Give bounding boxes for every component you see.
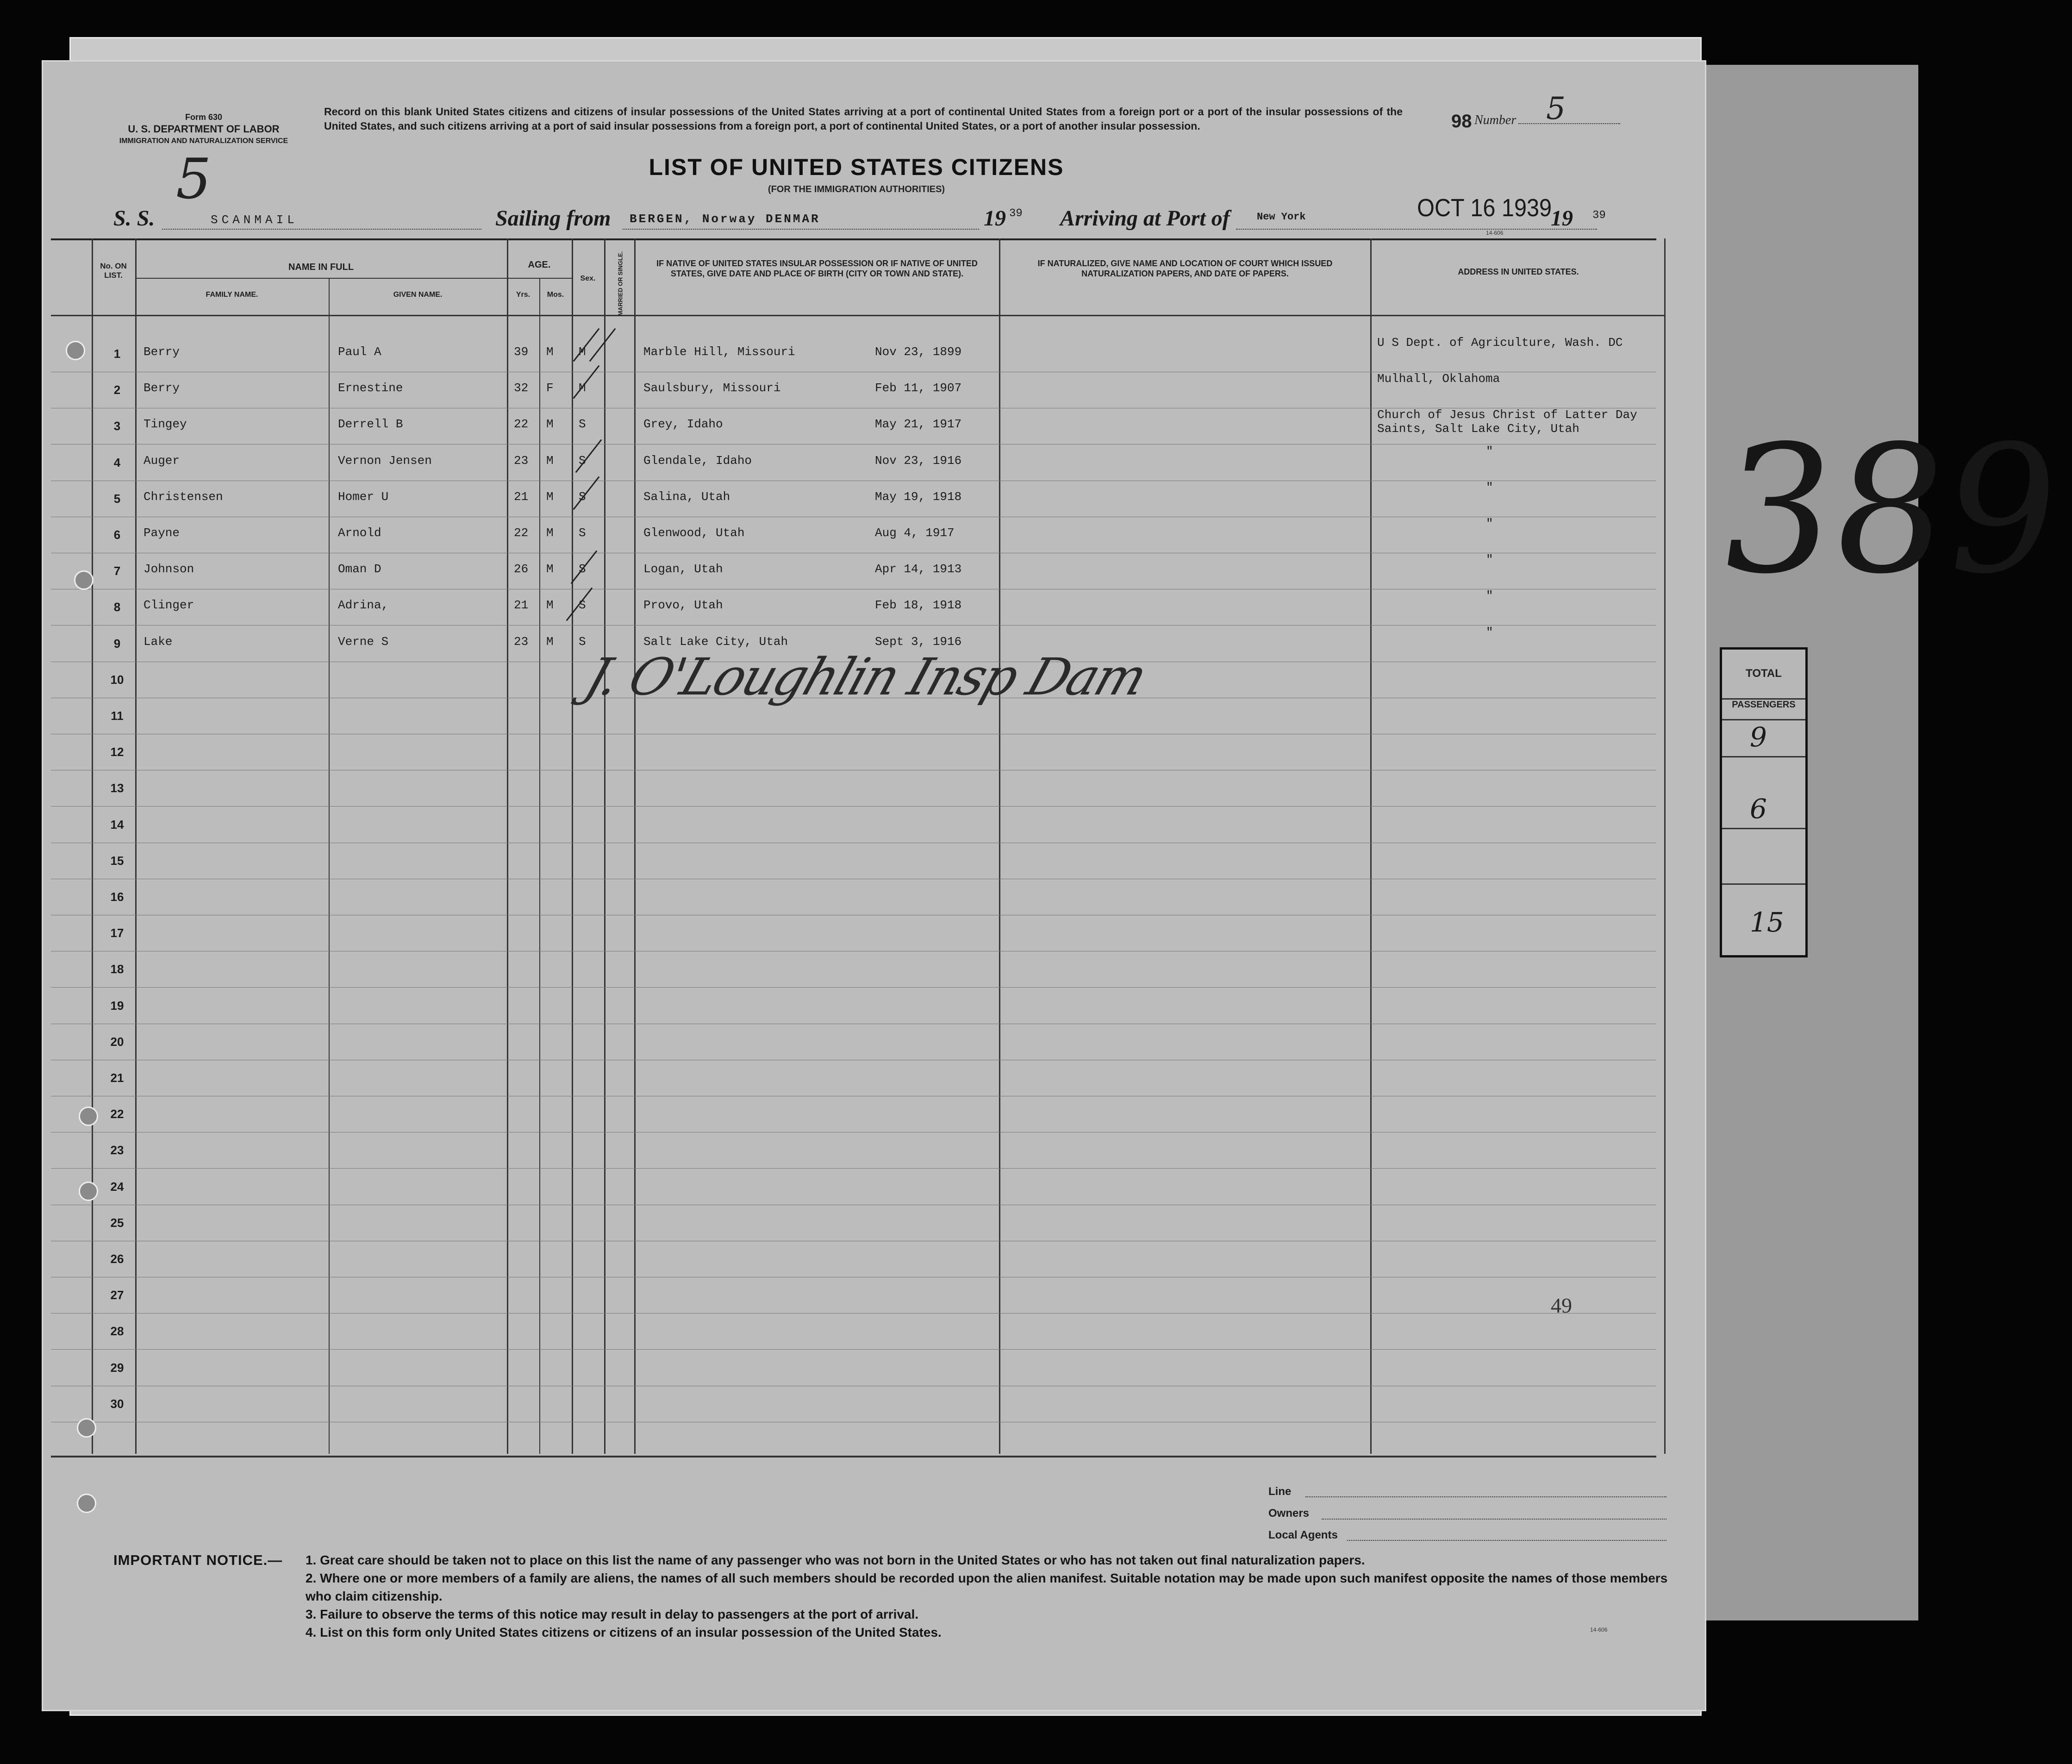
row-number: 6 xyxy=(113,528,121,542)
notice-item-3: 3. Failure to observe the terms of this notice may result in delay to passengers at the port of arrival. xyxy=(306,1607,919,1621)
inspector-signature: J. O'Loughlin Insp Dam xyxy=(578,647,1153,707)
birth-date: May 19, 1918 xyxy=(875,489,962,504)
arrival-year-label: 19 xyxy=(1551,206,1573,231)
number-line xyxy=(1518,123,1620,124)
us-address: " xyxy=(1486,589,1493,603)
family-name: Lake xyxy=(144,634,173,649)
binder-hole xyxy=(79,1107,98,1126)
col-family-name: FAMILY NAME. xyxy=(206,291,258,299)
empty-table-row xyxy=(51,915,1656,951)
age-years: 22 xyxy=(514,417,529,432)
row-number: 2 xyxy=(113,383,121,397)
service-name: IMMIGRATION AND NATURALIZATION SERVICE xyxy=(119,137,288,145)
us-address: U S Dept. of Agriculture, Wash. DC xyxy=(1377,336,1623,350)
printer-code: 14-606 xyxy=(1486,230,1504,236)
row-number: 5 xyxy=(113,491,121,506)
form-identifier xyxy=(88,111,319,147)
empty-table-row xyxy=(51,1313,1656,1350)
table-row xyxy=(51,589,1656,626)
us-address: " xyxy=(1486,625,1493,639)
empty-table-row xyxy=(51,1096,1656,1132)
row-number: 24 xyxy=(110,1179,124,1194)
age-years: 23 xyxy=(514,634,529,649)
birth-place: Salt Lake City, Utah xyxy=(643,634,788,649)
empty-table-row xyxy=(51,807,1656,843)
ss-label: S. S. xyxy=(113,206,155,231)
empty-table-row xyxy=(51,1386,1656,1422)
birth-place: Grey, Idaho xyxy=(643,417,723,432)
col-name-in-full: NAME IN FULL xyxy=(288,262,354,272)
row-number: 1 xyxy=(113,347,121,361)
age-months-mark: M xyxy=(546,417,554,432)
passenger-tally xyxy=(1720,647,1808,957)
empty-table-row xyxy=(51,1169,1656,1205)
family-name: Auger xyxy=(144,453,180,468)
notice-item-4: 4. List on this form only United States citizens or citizens of an insular possession of the United States. xyxy=(306,1625,942,1639)
col-given-name: GIVEN NAME. xyxy=(393,291,443,299)
row-number: 29 xyxy=(110,1360,124,1375)
page-number: 49 xyxy=(1551,1294,1572,1317)
marital-status: S xyxy=(579,598,586,613)
table-row xyxy=(51,517,1656,553)
back-page-mark: 389 xyxy=(1707,407,2072,613)
empty-table-row xyxy=(51,1277,1656,1314)
empty-table-row xyxy=(51,1205,1656,1241)
us-address: Church of Jesus Christ of Latter Day Saints, Salt Lake City, Utah xyxy=(1377,408,1637,436)
empty-table-row xyxy=(51,988,1656,1024)
empty-table-row xyxy=(51,1241,1656,1277)
age-years: 32 xyxy=(514,381,529,395)
col-no: No. ON LIST. xyxy=(100,262,127,280)
marital-status: M xyxy=(579,381,586,395)
binder-hole xyxy=(74,570,94,590)
row-number: 9 xyxy=(113,636,121,651)
birth-place: Marble Hill, Missouri xyxy=(643,345,795,359)
birth-place: Provo, Utah xyxy=(643,598,723,613)
birth-date: Sept 3, 1916 xyxy=(875,634,962,649)
given-name: Paul A xyxy=(338,345,381,359)
form-number: Form 630 xyxy=(185,113,223,122)
birth-place: Salina, Utah xyxy=(643,489,730,504)
row-number: 21 xyxy=(110,1071,124,1085)
binder-hole xyxy=(77,1418,96,1438)
table-row xyxy=(51,481,1656,517)
col-sex: Sex. xyxy=(580,275,596,282)
given-name: Verne S xyxy=(338,634,389,649)
binder-hole xyxy=(77,1494,96,1513)
row-number: 16 xyxy=(110,890,124,904)
handwritten-mark: 5 xyxy=(176,147,212,212)
age-months-mark: M xyxy=(546,562,554,576)
given-name: Homer U xyxy=(338,489,389,504)
row-number: 3 xyxy=(113,419,121,433)
marital-status: S xyxy=(579,489,586,504)
given-name: Ernestine xyxy=(338,381,403,395)
list-number: 5 xyxy=(1546,91,1566,126)
binder-hole xyxy=(66,341,85,360)
birth-date: May 21, 1917 xyxy=(875,417,962,432)
table-row xyxy=(51,336,1656,372)
row-number: 7 xyxy=(113,564,121,578)
notice-heading: IMPORTANT NOTICE.— xyxy=(113,1552,283,1568)
age-months-mark: M xyxy=(546,598,554,613)
col-mos: Mos. xyxy=(547,291,564,299)
row-number: 19 xyxy=(110,998,124,1013)
col-married-or-single: MARRIED OR SINGLE. xyxy=(617,251,624,316)
arriving-port: New York xyxy=(1257,211,1306,223)
tally-total: 15 xyxy=(1750,907,1784,938)
year-label: 19 xyxy=(984,206,1006,231)
arriving-label: Arriving at Port of xyxy=(1060,206,1230,231)
page-subtitle: (FOR THE IMMIGRATION AUTHORITIES) xyxy=(768,184,945,194)
number-label: Number xyxy=(1474,113,1517,127)
col-yrs: Yrs. xyxy=(516,291,530,299)
marital-status: S xyxy=(579,634,586,649)
marital-status: M xyxy=(579,345,586,359)
us-address: " xyxy=(1486,517,1493,531)
sailing-from-label: Sailing from xyxy=(495,206,611,231)
birth-date: Nov 23, 1899 xyxy=(875,345,962,359)
empty-table-row xyxy=(51,951,1656,988)
us-address: " xyxy=(1486,480,1493,494)
family-name: Tingey xyxy=(144,417,187,432)
row-number: 18 xyxy=(110,962,124,976)
family-name: Clinger xyxy=(144,598,194,613)
number-prefix: 98 xyxy=(1451,111,1472,131)
arrival-date-stamp: OCT 16 1939 xyxy=(1417,194,1552,222)
us-address: Mulhall, Oklahoma xyxy=(1377,372,1500,386)
binder-hole xyxy=(79,1182,98,1201)
birth-date: Nov 23, 1916 xyxy=(875,453,962,468)
age-years: 21 xyxy=(514,598,529,613)
age-years: 22 xyxy=(514,526,529,540)
age-years: 23 xyxy=(514,453,529,468)
notice-item-1: 1. Great care should be taken not to place on this list the name of any passenger who was not born in the United States or who has not taken out final naturalization papers. xyxy=(306,1553,1365,1567)
row-number: 28 xyxy=(110,1324,124,1339)
sailing-from-port: BERGEN, Norway DENMAR xyxy=(630,212,820,226)
family-name: Berry xyxy=(144,381,180,395)
col-address: ADDRESS IN UNITED STATES. xyxy=(1458,267,1579,276)
given-name: Derrell B xyxy=(338,417,403,432)
row-number: 11 xyxy=(111,709,124,723)
tally-header-top: TOTAL xyxy=(1746,667,1782,680)
us-address: " xyxy=(1486,553,1493,567)
row-number: 27 xyxy=(110,1288,124,1302)
us-address: " xyxy=(1486,444,1493,458)
family-name: Berry xyxy=(144,345,180,359)
empty-table-row xyxy=(51,1132,1656,1169)
birth-place: Logan, Utah xyxy=(643,562,723,576)
given-name: Vernon Jensen xyxy=(338,453,432,468)
tally-value-1: 9 xyxy=(1750,721,1767,753)
owners-label: Owners xyxy=(1268,1507,1310,1520)
notice-item-2: 2. Where one or more members of a family are aliens, the names of all such members should be recorded upon the alien manifest. Suitable notation may be made upon such manifest opposite the names of those members who claim citizenship. xyxy=(306,1571,1668,1603)
birth-date: Apr 14, 1913 xyxy=(875,562,962,576)
marital-status: S xyxy=(579,526,586,540)
empty-table-row xyxy=(51,1350,1656,1386)
line-label: Line xyxy=(1268,1485,1292,1498)
age-months-mark: M xyxy=(546,634,554,649)
sailing-year: 39 xyxy=(1009,207,1023,220)
form-instructions: Record on this blank United States citizens and citizens of insular possessions of the United States arriving at a port of continental United States from a foreign port or a port of the insular possessions of the United States, and such citizens arriving at a port of said insular possessions from a foreign port, a port of continental United States, or a port of another insular possession. xyxy=(324,106,1403,132)
age-months-mark: F xyxy=(546,381,554,395)
page-title: LIST OF UNITED STATES CITIZENS xyxy=(649,154,1064,180)
given-name: Arnold xyxy=(338,526,381,540)
age-months-mark: M xyxy=(546,345,554,359)
col-naturalization: IF NATURALIZED, GIVE NAME AND LOCATION OF COURT WHICH ISSUED NATURALIZATION PAPERS, AND DATE OF PAPERS. xyxy=(1037,259,1333,278)
age-years: 26 xyxy=(514,562,529,576)
empty-table-row xyxy=(51,1060,1656,1096)
form-code: 14-606 xyxy=(1590,1626,1608,1633)
table-row xyxy=(51,408,1656,444)
local-agents-label: Local Agents xyxy=(1268,1529,1338,1541)
marital-status: S xyxy=(579,417,586,432)
family-name: Payne xyxy=(144,526,180,540)
given-name: Adrina, xyxy=(338,598,389,613)
department-name: U. S. DEPARTMENT OF LABOR xyxy=(128,123,280,135)
table-row xyxy=(51,444,1656,481)
empty-table-row xyxy=(51,879,1656,915)
empty-table-row xyxy=(51,843,1656,879)
row-number: 23 xyxy=(110,1143,124,1157)
row-number: 15 xyxy=(110,853,124,868)
birth-date: Aug 4, 1917 xyxy=(875,526,955,540)
row-number: 26 xyxy=(110,1252,124,1266)
tally-value-2: 6 xyxy=(1750,793,1767,825)
marital-status: S xyxy=(579,453,586,468)
row-number: 22 xyxy=(110,1107,124,1121)
age-years: 39 xyxy=(514,345,529,359)
row-number: 30 xyxy=(110,1396,124,1411)
family-name: Johnson xyxy=(144,562,194,576)
empty-table-row xyxy=(51,734,1656,770)
row-number: 4 xyxy=(113,455,121,469)
family-name: Christensen xyxy=(144,489,223,504)
row-number: 17 xyxy=(110,926,124,940)
age-months-mark: M xyxy=(546,489,554,504)
row-number: 25 xyxy=(110,1215,124,1230)
row-number: 8 xyxy=(113,600,121,614)
age-months-mark: M xyxy=(546,453,554,468)
ship-name: SCANMAIL xyxy=(211,213,298,227)
birth-place: Glendale, Idaho xyxy=(643,453,752,468)
table-row xyxy=(51,553,1656,589)
empty-table-row xyxy=(51,1024,1656,1060)
tally-header-bottom: PASSENGERS xyxy=(1732,700,1796,710)
row-number: 12 xyxy=(110,745,124,759)
empty-table-row xyxy=(51,770,1656,807)
birth-place: Glenwood, Utah xyxy=(643,526,745,540)
row-number: 14 xyxy=(110,817,124,832)
row-number: 20 xyxy=(110,1034,124,1049)
row-number: 10 xyxy=(110,672,124,687)
table-row xyxy=(51,372,1656,408)
birth-date: Feb 18, 1918 xyxy=(875,598,962,613)
arrival-year: 39 xyxy=(1592,209,1606,222)
birth-date: Feb 11, 1907 xyxy=(875,381,962,395)
col-place-of-birth: IF NATIVE OF UNITED STATES INSULAR POSSESSION OR IF NATIVE OF UNITED STATES, GIVE DATE AND PLACE OF BIRTH (CITY OR TOWN AND STATE). xyxy=(656,259,978,278)
given-name: Oman D xyxy=(338,562,381,576)
age-years: 21 xyxy=(514,489,529,504)
birth-place: Saulsbury, Missouri xyxy=(643,381,781,395)
col-age: AGE. xyxy=(528,260,551,270)
marital-status: S xyxy=(579,562,586,576)
row-number: 13 xyxy=(110,781,124,795)
age-months-mark: M xyxy=(546,526,554,540)
